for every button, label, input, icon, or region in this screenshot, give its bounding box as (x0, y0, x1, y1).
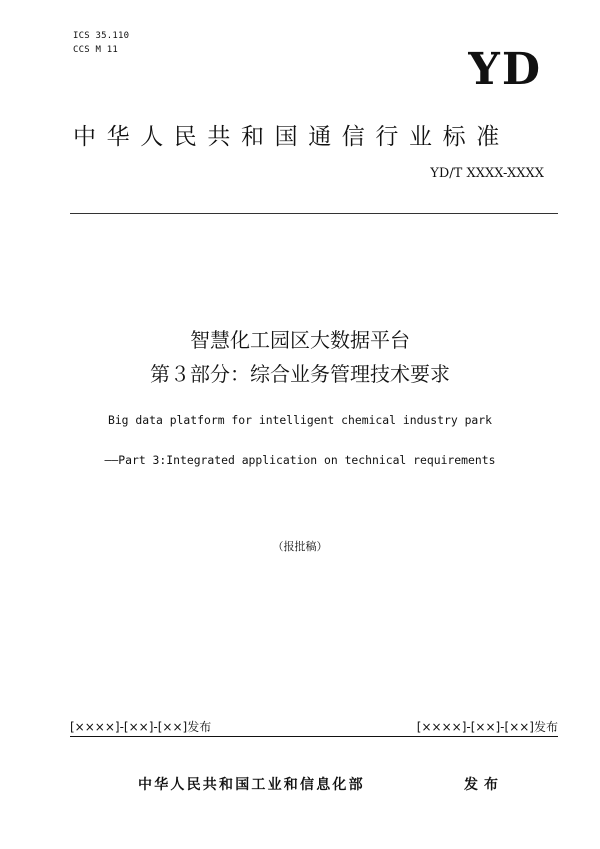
standard-number: YD/T XXXX-XXXX (430, 166, 544, 181)
ics-code: ICS 35.110 (73, 31, 130, 41)
implement-date: [××××]-[××]-[××]发布 (416, 720, 558, 734)
publish-label: 发布 (464, 777, 504, 793)
title-en-line1: Big data platform for intelligent chemical industry park (107, 413, 493, 427)
title-zh-line1: 智慧化工园区大数据平台 (190, 328, 410, 352)
yd-logo: YD (468, 44, 542, 95)
header-divider (70, 213, 558, 214)
title-en-line2: ——Part 3:Integrated application on technical requirements (104, 453, 496, 467)
issue-date: [××××]-[××]-[××]发布 (70, 720, 212, 734)
draft-status: （报批稿） (272, 540, 328, 553)
ccs-code: CCS M 11 (73, 45, 118, 55)
title-zh-line2: 第３部分：综合业务管理技术要求 (150, 362, 450, 386)
footer-divider (70, 736, 558, 737)
standard-category: 中华人民共和国通信行业标准 (73, 124, 510, 150)
publisher-organization: 中华人民共和国工业和信息化部 (138, 777, 365, 793)
